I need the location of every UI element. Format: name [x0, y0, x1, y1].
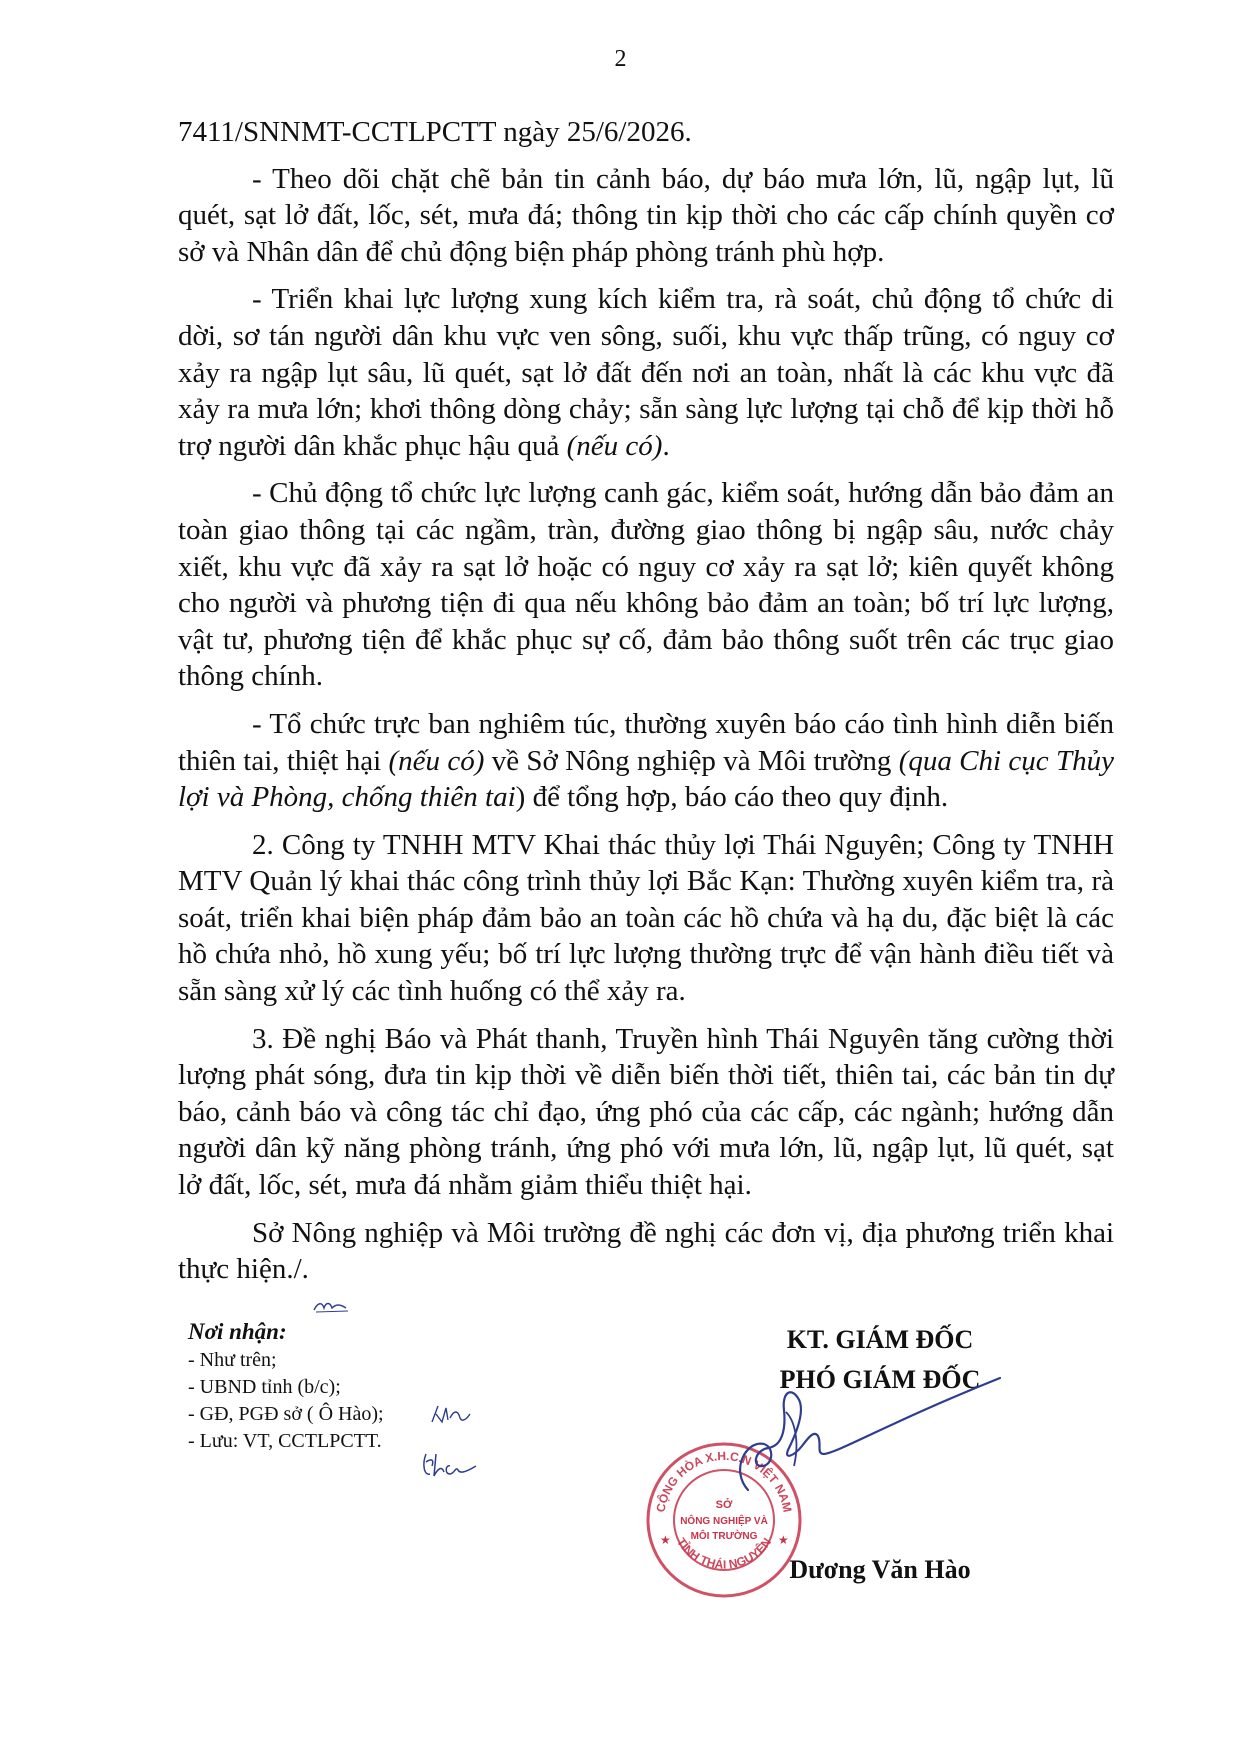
paragraph-italic-note: (nếu có) [566, 429, 663, 462]
paragraph-italic-note: (qua Chi cục Thủy lợi và Phòng, chống thiên tai [178, 744, 1114, 814]
paragraph-irrigation-companies: 2. Công ty TNHH MTV Khai thác thủy lợi Thái Nguyên; Công ty TNHH MTV Quản lý khai thác công trình thủy lợi Bắc Kạn: Thường xuyên kiểm tra, rà soát, triển khai biện pháp đảm bảo an toàn các hồ chứa và hạ du, đặc biệt là các hồ chứa nhỏ, hồ xung yếu; bố trí lực lượng thường trực để vận hành điều tiết và sẵn sàng xử lý các tình huống có thể xảy ra. [178, 828, 1114, 1008]
page-number: 2 [614, 46, 627, 72]
initials-mark [420, 1448, 480, 1482]
recipient-item: - Như trên; [188, 1349, 277, 1371]
stamp-bottom-text: TỈNH THÁI NGUYÊN [674, 1535, 775, 1572]
stamp-center-line1: SỞ [715, 1499, 733, 1511]
recipient-item: - GĐ, PGĐ sở ( Ô Hào); [188, 1403, 384, 1425]
stamp-center-line3: MÔI TRƯỜNG [690, 1531, 758, 1542]
paragraph-text: về Sở Nông nghiệp và Môi trường [484, 744, 899, 777]
recipient-item: - UBND tỉnh (b/c); [188, 1376, 341, 1398]
stamp-center-line2: NÔNG NGHIỆP VÀ [680, 1516, 768, 1527]
paragraph-weather-monitoring: - Theo dõi chặt chẽ bản tin cảnh báo, dự báo mưa lớn, lũ, ngập lụt, lũ quét, sạt lở đất, lốc, sét, mưa đá; thông tin kịp thời cho các cấp chính quyền cơ sở và Nhân dân để chủ động biện pháp phòng tránh phù hợp. [178, 162, 1114, 268]
recipient-item: - Lưu: VT, CCTLPCTT. [188, 1430, 382, 1452]
paragraph-text: - Tổ chức trực ban nghiêm túc, thường xuyên báo cáo tình hình diễn biến thiên tai, thiệt hại [178, 707, 1114, 777]
paragraph-broadcasting: 3. Đề nghị Báo và Phát thanh, Truyền hình Thái Nguyên tăng cường thời lượng phát sóng, đưa tin kịp thời về diễn biến thời tiết, thiên tai, các bản tin dự báo, cảnh báo và công tác chỉ đạo, ứng phó của các cấp, các ngành; hướng dẫn người dân kỹ năng phòng tránh, ứng phó với mưa lớn, lũ, ngập lụt, lũ quét, sạt lở đất, lốc, sét, mưa đá nhằm giảm thiểu thiệt hại. [178, 1022, 1114, 1202]
paragraph-text: - Triển khai lực lượng xung kích kiểm tra, rà soát, chủ động tổ chức di dời, sơ tán người dân khu vực ven sông, suối, khu vực thấp trũng, có nguy cơ xảy ra ngập lụt sâu, lũ quét, sạt lở đất đến nơi an toàn, nhất là các khu vực đã xảy ra mưa lớn; khơi thông dòng chảy; sẵn sàng lực lượng tại chỗ để kịp thời hỗ trợ người dân khắc phục hậu quả [178, 283, 1114, 462]
document-body [178, 114, 1114, 1288]
stamp-star-icon: ★ [778, 1533, 789, 1547]
signature-title-line1: KT. GIÁM ĐỐC [786, 1325, 974, 1354]
initials-mark [312, 1298, 352, 1314]
paragraph-reporting [178, 706, 1114, 816]
signer-name: Dương Văn Hào [789, 1555, 971, 1584]
paragraph-traffic-safety: - Chủ động tổ chức lực lượng canh gác, kiểm soát, hướng dẫn bảo đảm an toàn giao thông tại các ngầm, tràn, đường giao thông bị ngập sâu, nước chảy xiết, khu vực đã xảy ra sạt lở hoặc có nguy cơ xảy ra sạt lở; kiên quyết không cho người và phương tiện đi qua nếu không bảo đảm an toàn; bố trí lực lượng, vật tư, phương tiện để khắc phục sự cố, đảm bảo thông suốt trên các trục giao thông chính. [178, 477, 1114, 693]
paragraph-closing: Sở Nông nghiệp và Môi trường đề nghị các đơn vị, địa phương triển khai thực hiện./. [178, 1216, 1114, 1286]
recipients-heading: Nơi nhận: [188, 1319, 287, 1344]
signature-title-line2: PHÓ GIÁM ĐỐC [779, 1365, 981, 1394]
paragraph-reference: 7411/SNNMT-CCTLPCTT ngày 25/6/2026. [178, 116, 692, 148]
handwritten-signature [690, 1370, 1010, 1500]
paragraph-italic-note: (nếu có) [388, 744, 485, 777]
stamp-ring-text: CỘNG HÒA X.H.C.N VIỆT NAM [653, 1448, 795, 1514]
paragraph-text: . [662, 429, 670, 462]
initials-mark [428, 1400, 472, 1426]
stamp-star-icon: ★ [660, 1533, 671, 1547]
paragraph-text: ) để tổng hợp, báo cáo theo quy định. [515, 781, 949, 814]
recipients-block [188, 1318, 384, 1455]
paragraph-evacuation [178, 281, 1114, 464]
